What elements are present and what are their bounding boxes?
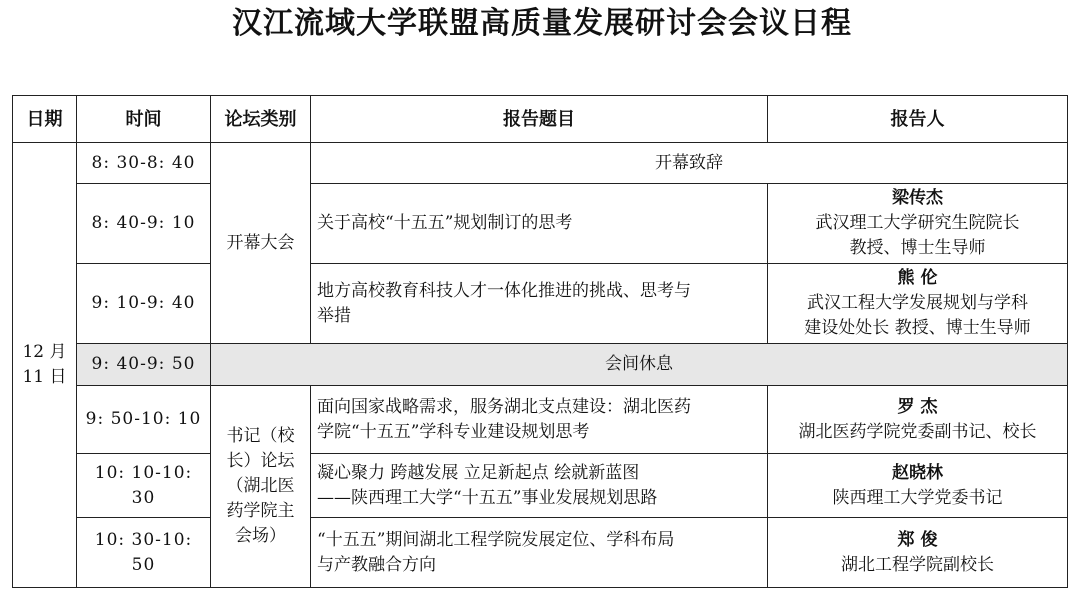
topic-line: 与产教融合方向	[317, 554, 436, 575]
table-row	[13, 518, 1068, 588]
forum-line: （湖北医	[226, 476, 295, 496]
time-cell: 8: 30-8: 40	[77, 143, 211, 184]
category-opening: 开幕大会	[211, 143, 311, 344]
header-speaker: 报告人	[768, 96, 1068, 143]
time-cell: 9: 40-9: 50	[77, 344, 211, 386]
forum-line: 会场）	[235, 526, 286, 546]
speaker-cell	[768, 454, 1068, 518]
topic-line: ——陕西理工大学“十五五”事业发展规划思路	[317, 487, 658, 508]
time-cell: 10: 10-10: 30	[77, 454, 211, 518]
time-cell: 9: 10-9: 40	[77, 264, 211, 344]
table-row	[13, 264, 1068, 344]
topic-cell: 开幕致辞	[311, 143, 1068, 184]
page-title: 汉江流域大学联盟高质量发展研讨会会议日程	[232, 6, 852, 41]
speaker-title: 湖北工程学院副校长	[841, 554, 994, 575]
table-row	[13, 454, 1068, 518]
time-cell: 8: 40-9: 10	[77, 184, 211, 264]
topic-cell	[311, 386, 768, 454]
speaker-cell	[768, 264, 1068, 344]
date-cell	[13, 143, 77, 588]
speaker-name: 赵晓林	[892, 462, 943, 483]
speaker-name: 熊 伦	[897, 268, 938, 288]
speaker-title: 教授、博士生导师	[849, 238, 986, 258]
time-cell: 9: 50-10: 10	[77, 386, 211, 454]
speaker-title: 武汉工程大学发展规划与学科	[807, 293, 1028, 313]
header-time: 时间	[77, 96, 211, 143]
topic-line: 凝心聚力 跨越发展 立足新起点 绘就新蓝图	[317, 462, 640, 483]
category-forum	[211, 386, 311, 588]
header-date: 日期	[13, 96, 77, 143]
topic-cell	[311, 454, 768, 518]
speaker-cell	[768, 184, 1068, 264]
speaker-cell	[768, 518, 1068, 588]
speaker-cell	[768, 386, 1068, 454]
forum-line: 书记（校	[226, 426, 295, 446]
table-row	[13, 143, 1068, 184]
header-topic: 报告题目	[311, 96, 768, 143]
speaker-name: 罗 杰	[897, 396, 938, 417]
speaker-title: 陕西理工大学党委书记	[832, 487, 1003, 508]
table-row	[13, 184, 1068, 264]
topic-line: 学院“十五五”学科专业建设规划思考	[317, 421, 590, 442]
speaker-title: 武汉理工大学研究生院院长	[815, 213, 1020, 233]
forum-line: 长）论坛	[226, 451, 295, 471]
table-row	[13, 344, 1068, 386]
speaker-name: 郑 俊	[897, 529, 938, 550]
forum-line: 药学院主	[226, 501, 295, 521]
topic-cell	[311, 264, 768, 344]
speaker-title: 湖北医药学院党委副书记、校长	[798, 421, 1037, 442]
topic-line: “十五五”期间湖北工程学院发展定位、学科布局	[317, 529, 675, 550]
table-row	[13, 386, 1068, 454]
date-day: 11 日	[22, 367, 67, 387]
topic-line: 地方高校教育科技人才一体化推进的挑战、思考与	[317, 280, 691, 301]
schedule-table	[12, 95, 1068, 588]
topic-line: 面向国家战略需求，服务湖北支点建设：湖北医药	[317, 396, 691, 417]
speaker-name: 梁传杰	[892, 188, 943, 208]
topic-cell: 关于高校“十五五”规划制订的思考	[311, 184, 768, 264]
date-month: 12 月	[22, 342, 67, 362]
speaker-title: 建设处处长 教授、博士生导师	[804, 318, 1031, 338]
topic-cell	[311, 518, 768, 588]
time-cell: 10: 30-10: 50	[77, 518, 211, 588]
table-header-row	[13, 96, 1068, 143]
topic-line: 举措	[317, 305, 351, 326]
header-category: 论坛类别	[211, 96, 311, 143]
break-cell: 会间休息	[211, 344, 1068, 386]
